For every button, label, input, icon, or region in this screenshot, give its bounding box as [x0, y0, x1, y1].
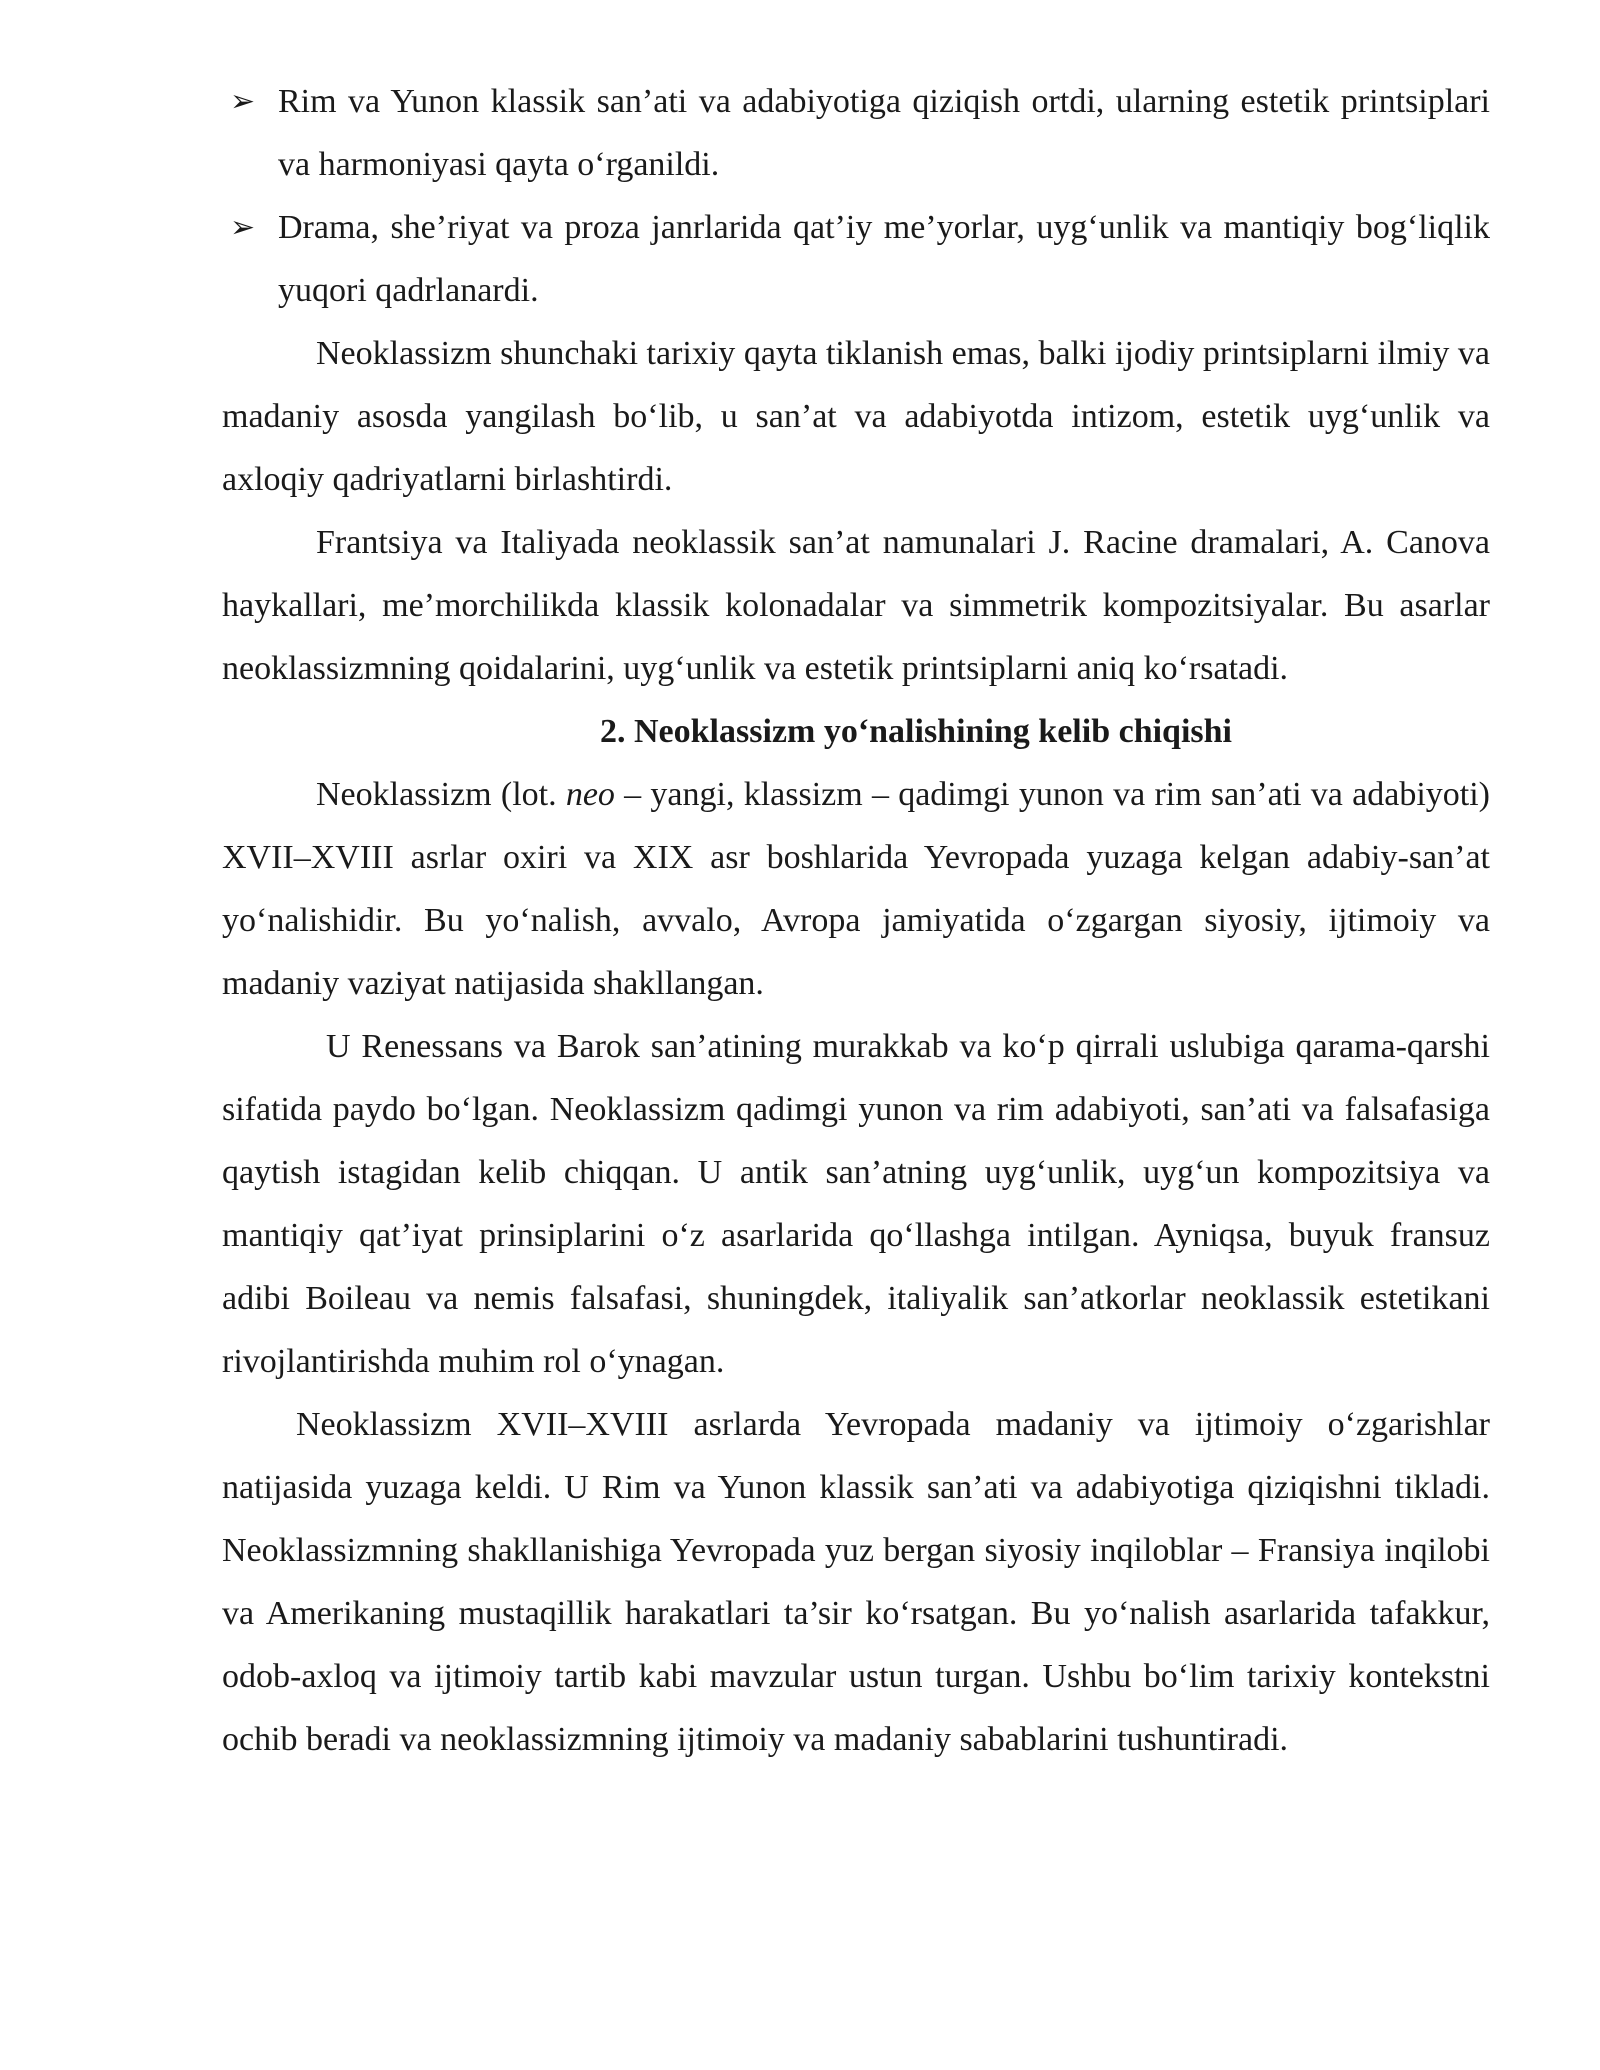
etymology-paragraph: [222, 763, 1490, 1015]
arrow-bullet-icon: ➢: [230, 210, 256, 245]
bullet-item: [222, 70, 1490, 196]
bullet-text: Rim va Yunon klassik san’ati va adabiyotiga qiziqish ortdi, ularning estetik printsiplari va harmoniyasi qayta o‘rganildi.: [278, 83, 1490, 183]
arrow-bullet-icon: ➢: [230, 84, 256, 119]
etymology-term: neo: [565, 776, 615, 813]
paragraph: Neoklassizm XVII–XVIII asrlarda Yevropada madaniy va ijtimoiy o‘zgarishlar natijasida yuzaga keldi. U Rim va Yunon klassik san’ati va adabiyotiga qiziqishni tikladi. Neoklassizmning shakllanishiga Yevropada yuz bergan siyosiy inqiloblar – Fransiya inqilobi va Amerikaning mustaqillik harakatlari ta’sir ko‘rsatgan. Bu yo‘nalish asarlarida tafakkur, odob-axloq va ijtimoiy tartib kabi mavzular ustun turgan. Ushbu bo‘lim tarixiy kontekstni ochib beradi va neoklassizmning ijtimoiy va madaniy sabablarini tushuntiradi.: [222, 1406, 1490, 1758]
paragraph: Neoklassizm shunchaki tarixiy qayta tiklanish emas, balki ijodiy printsiplarni ilmiy va madaniy asosda yangilash bo‘lib, u san’at va adabiyotda intizom, estetik uyg‘unlik va axloqiy qadriyatlarni birlashtirdi.: [222, 335, 1490, 498]
section-heading: 2. Neoklassizm yo‘nalishining kelib chiqishi: [600, 713, 1232, 750]
bullet-text: Drama, she’riyat va proza janrlarida qat’iy me’yorlar, uyg‘unlik va mantiqiy bog‘liqlik yuqori qadrlanardi.: [278, 209, 1490, 309]
paragraph: Frantsiya va Italiyada neoklassik san’at namunalari J. Racine dramalari, A. Canova haykallari, me’morchilikda klassik kolonadalar va simmetrik kompozitsiyalar. Bu asarlar neoklassizmning qoidalarini, uyg‘unlik va estetik printsiplarni aniq ko‘rsatadi.: [222, 524, 1490, 687]
etymology-lead: Neoklassizm (lot.: [316, 776, 566, 813]
bullet-item: [222, 196, 1490, 322]
paragraph: U Renessans va Barok san’atining murakkab va ko‘p qirrali uslubiga qarama-qarshi sifatida paydo bo‘lgan. Neoklassizm qadimgi yunon va rim adabiyoti, san’ati va falsafasiga qaytish istagidan kelib chiqqan. U antik san’atning uyg‘unlik, uyg‘un kompozitsiya va mantiqiy qat’iyat prinsiplarini o‘z asarlarida qo‘llashga intilgan. Ayniqsa, buyuk fransuz adibi Boileau va nemis falsafasi, shuningdek, italiyalik san’atkorlar neoklassik estetikani rivojlantirishda muhim rol o‘ynagan.: [222, 1028, 1490, 1380]
document-page: [222, 70, 1490, 1771]
etymology-rest: – yangi, klassizm – qadimgi yunon va rim san’ati va adabiyoti) XVII–XVIII asrlar oxiri va XIX asr boshlarida Yevropada yuzaga kelgan adabiy-san’at yo‘nalishidir. Bu yo‘nalish, avvalo, Avropa jamiyatida o‘zgargan siyosiy, ijtimoiy va madaniy vaziyat natijasida shakllangan.: [222, 776, 1490, 1002]
